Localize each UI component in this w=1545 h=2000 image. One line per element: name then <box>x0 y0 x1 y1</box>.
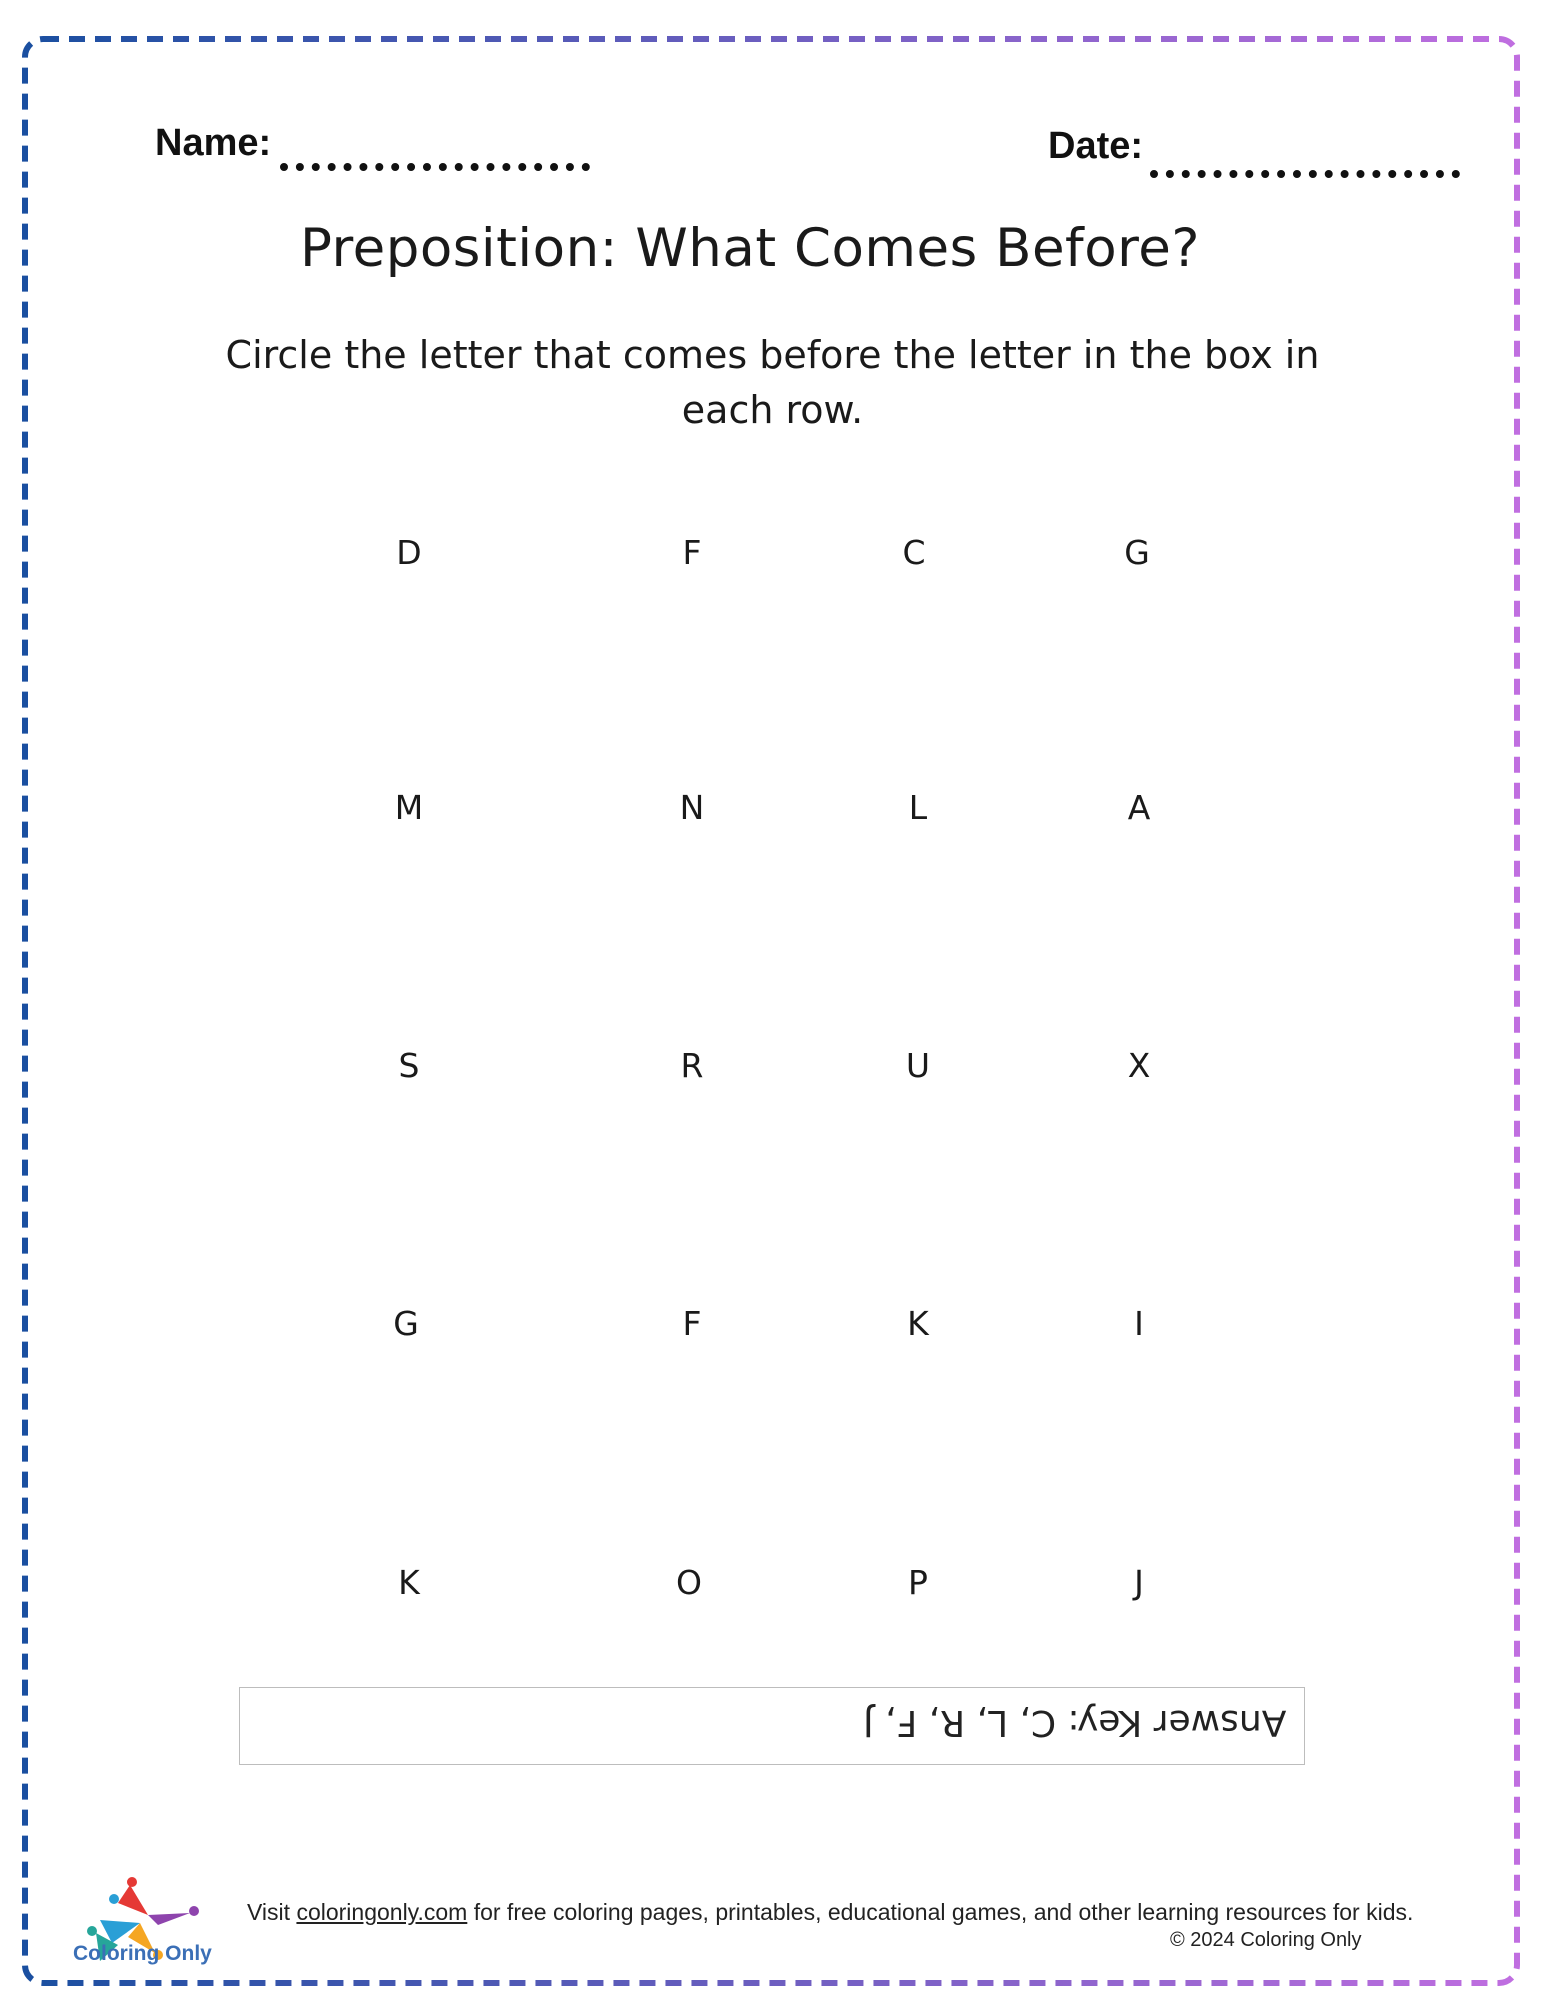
name-field[interactable] <box>280 163 590 171</box>
letter-r4-c1[interactable]: G <box>393 1304 419 1343</box>
letter-r3-c4[interactable]: X <box>1127 1046 1151 1085</box>
letter-r3-c2[interactable]: R <box>680 1046 704 1085</box>
letter-r1-c4[interactable]: G <box>1124 533 1150 572</box>
letter-r3-c3[interactable]: U <box>905 1046 931 1085</box>
page-title: Preposition: What Comes Before? <box>299 218 1201 279</box>
letter-r3-c1[interactable]: S <box>398 1046 420 1085</box>
letter-r2-c2[interactable]: N <box>679 788 705 827</box>
instructions: Circle the letter that comes before the letter in the box in each row. <box>225 333 1320 432</box>
footer-suffix: for free coloring pages, printables, educational games, and other learning resources for kids. <box>467 1899 1414 1925</box>
letter-r5-c3[interactable]: P <box>908 1563 928 1602</box>
footer-link[interactable]: coloringonly.com <box>296 1899 468 1925</box>
date-field[interactable] <box>1150 170 1460 178</box>
letter-r2-c3[interactable]: L <box>908 788 928 827</box>
letter-r1-c2[interactable]: F <box>682 533 702 572</box>
letter-r4-c3[interactable]: K <box>907 1304 929 1343</box>
footer-text <box>247 1897 1417 1928</box>
letter-r1-c1[interactable]: D <box>396 533 422 572</box>
name-label: Name: <box>155 122 272 164</box>
letter-r2-c1[interactable]: M <box>394 788 424 827</box>
answer-key-box <box>239 1687 1305 1765</box>
letter-r4-c2[interactable]: F <box>682 1304 702 1343</box>
letter-r5-c2[interactable]: O <box>676 1563 702 1602</box>
letter-r4-c4[interactable]: I <box>1134 1304 1144 1343</box>
letter-r2-c4[interactable]: A <box>1127 788 1151 827</box>
date-label: Date: <box>1048 125 1144 167</box>
answer-key-text: Answer Key: C, L, R, F, J <box>862 1702 1286 1743</box>
letter-r5-c4[interactable]: J <box>1134 1563 1144 1602</box>
logo-text: Coloring Only <box>73 1942 212 1965</box>
letter-r1-c3[interactable]: C <box>902 533 926 572</box>
letter-r5-c1[interactable]: K <box>398 1563 420 1602</box>
footer-prefix: Visit <box>247 1899 297 1925</box>
copyright-text: © 2024 Coloring Only <box>1170 1929 1362 1951</box>
